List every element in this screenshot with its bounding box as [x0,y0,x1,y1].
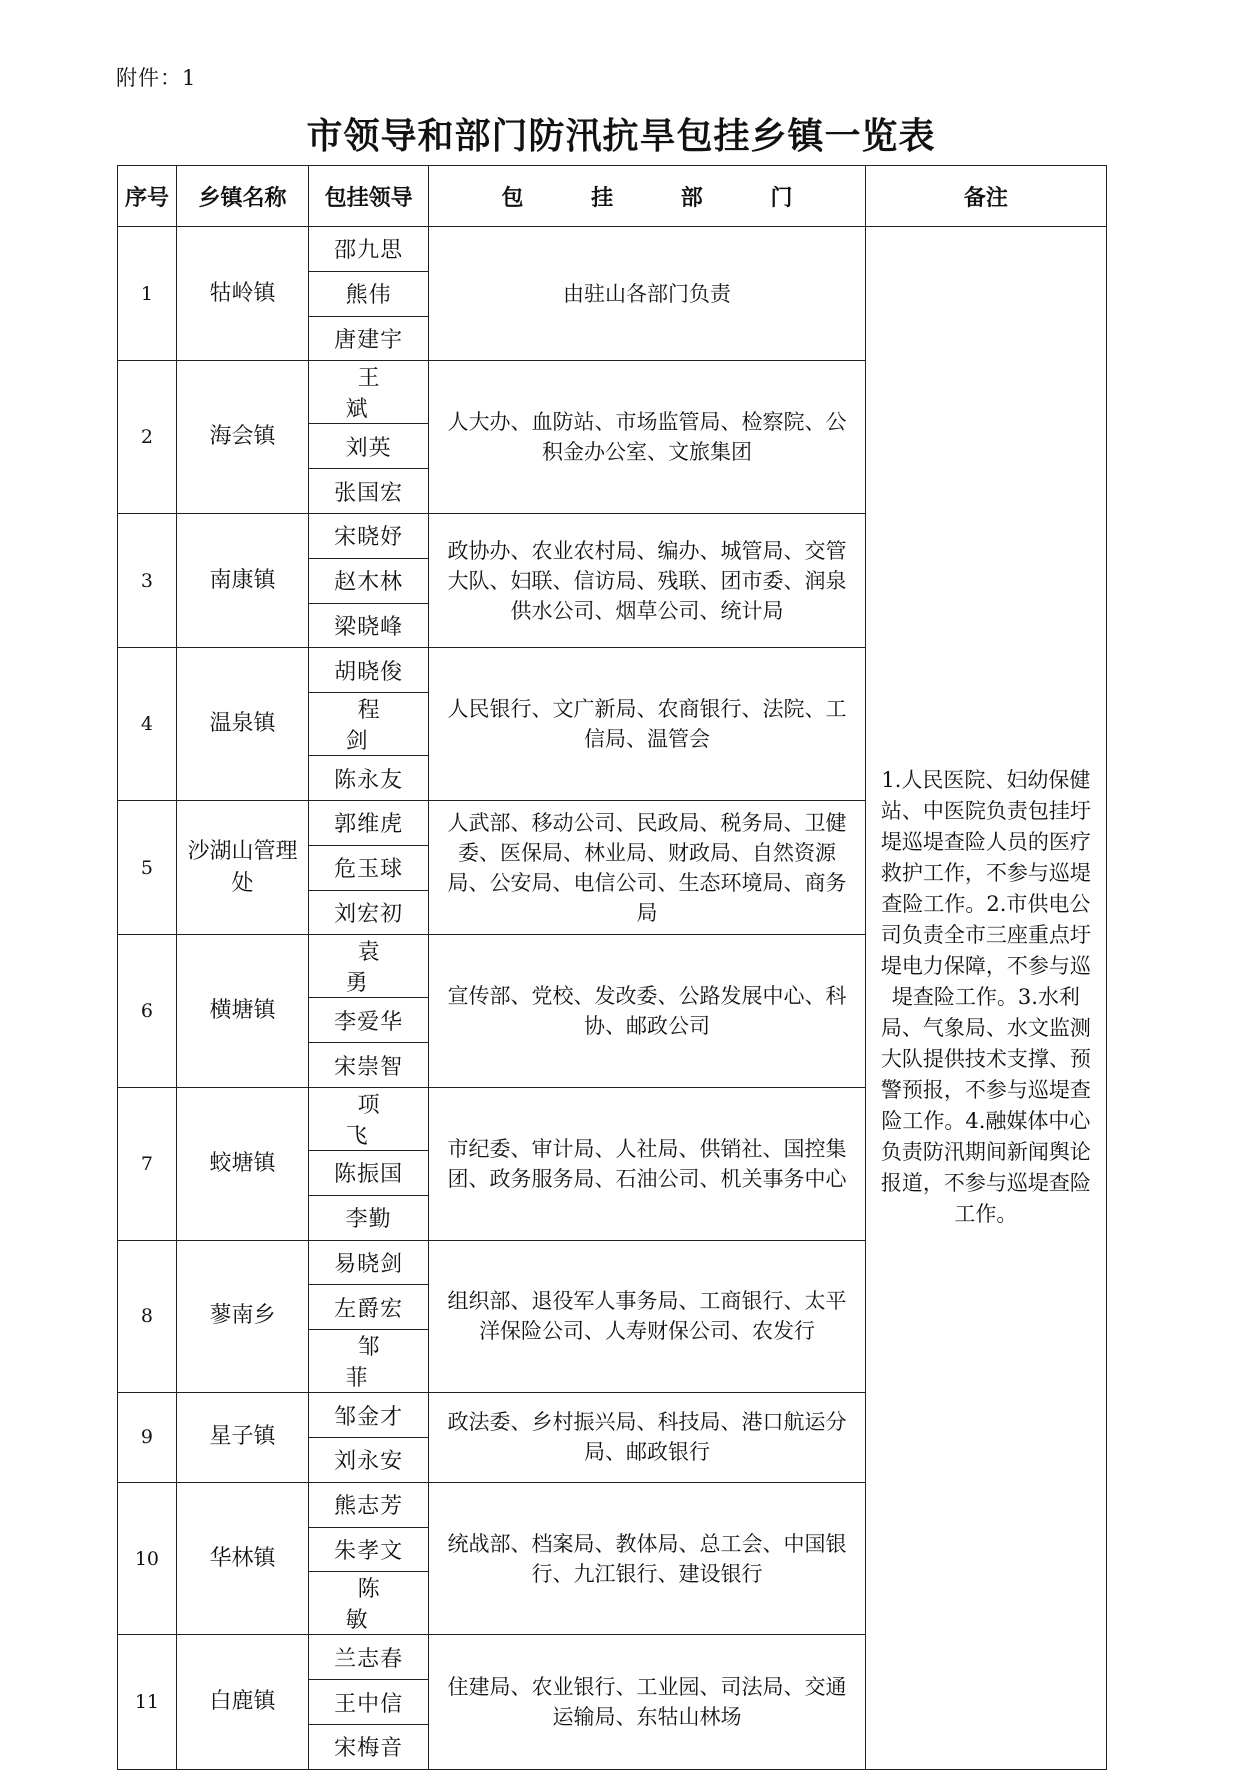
row-leader: 张国宏 [309,469,429,514]
row-dept: 统战部、档案局、教体局、总工会、中国银行、九江银行、建设银行 [429,1482,866,1635]
row-dept: 政协办、农业农村局、编办、城管局、交管大队、妇联、信访局、残联、团市委、润泉供水公司、烟草公司、统计局 [429,513,866,647]
row-leader: 刘永安 [309,1437,429,1482]
row-seq: 6 [118,935,177,1088]
row-seq: 4 [118,648,177,801]
header-town: 乡镇名称 [176,166,308,227]
row-leader: 李爱华 [309,998,429,1043]
row-seq: 1 [118,227,177,361]
row-leader: 刘英 [309,424,429,469]
row-leader: 刘宏初 [309,890,429,935]
row-leader: 唐建宇 [309,316,429,361]
row-dept: 政法委、乡村振兴局、科技局、港口航运分局、邮政银行 [429,1393,866,1483]
row-leader: 邵九思 [309,227,429,272]
row-leader: 赵木林 [309,558,429,603]
page-title: 市领导和部门防汛抗旱包挂乡镇一览表 [306,116,936,157]
row-dept: 人武部、移动公司、民政局、税务局、卫健委、医保局、林业局、财政局、自然资源局、公安局、电信公司、生态环境局、商务局 [429,800,866,934]
row-leader: 易晓剑 [309,1240,429,1285]
row-leader: 陈永友 [309,756,429,801]
header-leader: 包挂领导 [309,166,429,227]
row-leader: 兰志春 [309,1635,429,1680]
row-leader: 王中信 [309,1680,429,1725]
row-leader: 程 剑 [309,693,429,756]
row-leader: 宋崇智 [309,1043,429,1088]
table-header-row [118,166,1107,227]
row-dept: 人大办、血防站、市场监管局、检察院、公积金办公室、文旅集团 [429,361,866,514]
row-leader: 熊志芳 [309,1482,429,1527]
row-town: 蛟塘镇 [176,1087,308,1240]
row-leader: 宋梅音 [309,1724,429,1769]
header-note: 备注 [865,166,1106,227]
row-leader: 邹 菲 [309,1330,429,1393]
row-leader: 李勤 [309,1195,429,1240]
row-town: 海会镇 [176,361,308,514]
row-town: 白鹿镇 [176,1635,308,1769]
row-dept: 宣传部、党校、发改委、公路发展中心、科协、邮政公司 [429,935,866,1088]
row-leader: 陈 敏 [309,1572,429,1635]
table-row [118,227,1107,272]
assignment-table [117,165,1107,1770]
row-town: 横塘镇 [176,935,308,1088]
header-seq: 序号 [118,166,177,227]
row-dept: 市纪委、审计局、人社局、供销社、国控集团、政务服务局、石油公司、机关事务中心 [429,1087,866,1240]
row-town: 南康镇 [176,513,308,647]
table-body [118,227,1107,1770]
row-town: 星子镇 [176,1393,308,1483]
row-dept: 人民银行、文广新局、农商银行、法院、工信局、温管会 [429,648,866,801]
attachment-label: 附件：1 [116,66,197,90]
row-leader: 危玉球 [309,845,429,890]
row-seq: 11 [118,1635,177,1769]
row-leader: 朱孝文 [309,1527,429,1572]
row-leader: 项 飞 [309,1087,429,1150]
row-seq: 7 [118,1087,177,1240]
row-leader: 梁晓峰 [309,603,429,648]
row-leader: 左爵宏 [309,1285,429,1330]
row-dept: 住建局、农业银行、工业园、司法局、交通运输局、东牯山林场 [429,1635,866,1769]
row-dept: 由驻山各部门负责 [429,227,866,361]
row-seq: 9 [118,1393,177,1483]
row-leader: 袁 勇 [309,935,429,998]
note-cell: 1.人民医院、妇幼保健站、中医院负责包挂圩堤巡堤查险人员的医疗救护工作，不参与巡堤查险工作。2.市供电公司负责全市三座重点圩堤电力保障，不参与巡堤查险工作。3.水利局、气象局、水文监测大队提供技术支撑、预警预报，不参与巡堤查险工作。4.融媒体中心负责防汛期间新闻舆论报道，不参与巡堤查险工作。 [865,227,1106,1770]
row-seq: 8 [118,1240,177,1393]
row-seq: 5 [118,800,177,934]
row-leader: 胡晓俊 [309,648,429,693]
row-dept: 组织部、退役军人事务局、工商银行、太平洋保险公司、人寿财保公司、农发行 [429,1240,866,1393]
row-leader: 熊伟 [309,271,429,316]
row-seq: 10 [118,1482,177,1635]
row-leader: 郭维虎 [309,800,429,845]
row-leader: 陈振国 [309,1150,429,1195]
row-leader: 王 斌 [309,361,429,424]
row-seq: 2 [118,361,177,514]
row-leader: 宋晓妤 [309,513,429,558]
row-town: 沙湖山管理处 [176,800,308,934]
row-town: 华林镇 [176,1482,308,1635]
row-town: 牯岭镇 [176,227,308,361]
header-dept: 包 挂 部 门 [429,166,866,227]
row-town: 温泉镇 [176,648,308,801]
row-leader: 邹金才 [309,1393,429,1438]
row-town: 蓼南乡 [176,1240,308,1393]
row-seq: 3 [118,513,177,647]
